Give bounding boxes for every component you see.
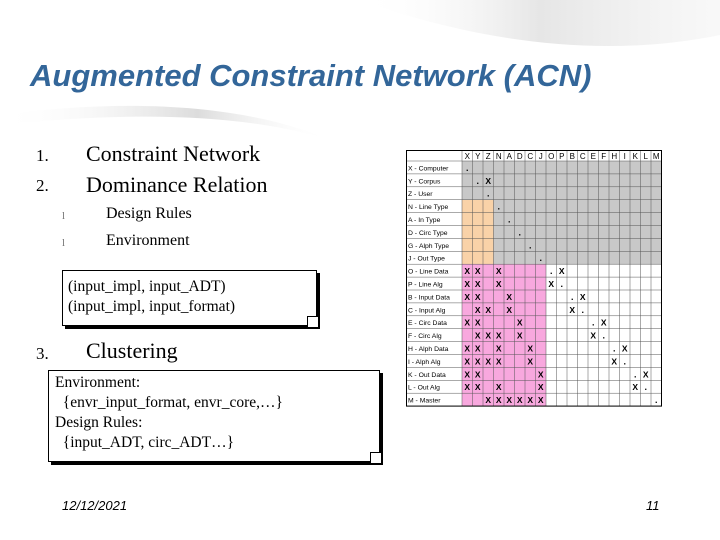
column-header: A xyxy=(506,152,512,161)
column-header: Y xyxy=(475,152,481,161)
page-curl-decoration xyxy=(370,452,381,463)
matrix-cell-mark: X xyxy=(527,356,534,367)
column-header: Z xyxy=(485,152,491,161)
list-number-2: 2. xyxy=(36,176,49,195)
column-header: C xyxy=(527,152,534,161)
matrix-cell-mark: . xyxy=(549,266,553,277)
matrix-cell-mark: X xyxy=(464,369,471,380)
row-label: G - Alph Type xyxy=(408,242,450,250)
matrix-cell-mark: X xyxy=(506,304,513,315)
matrix-cell-mark: . xyxy=(507,214,511,225)
column-header: N xyxy=(495,152,502,161)
matrix-cell-mark: X xyxy=(474,343,481,354)
matrix-cell-mark: X xyxy=(485,356,492,367)
matrix-cell-mark: X xyxy=(579,291,586,302)
matrix-cell-mark: . xyxy=(465,162,469,173)
sub-item-environment: Environment xyxy=(106,232,190,249)
matrix-cell-mark: . xyxy=(518,227,522,238)
matrix-cell-mark: X xyxy=(495,266,502,277)
matrix-cell-mark: . xyxy=(602,330,606,341)
note-line: {envr_input_format, envr_core,…} xyxy=(55,394,283,411)
footer-date: 12/12/2021 xyxy=(62,498,128,513)
matrix-cell-mark: X xyxy=(495,279,502,289)
row-label: F - Circ Alg xyxy=(408,333,442,341)
column-header: X xyxy=(464,152,470,161)
row-label: M - Master xyxy=(408,397,441,405)
row-label: N - Line Type xyxy=(408,204,449,212)
matrix-cell-mark: X xyxy=(590,330,597,341)
matrix-cell-mark: . xyxy=(591,317,595,328)
matrix-cell-mark: X xyxy=(527,343,534,354)
matrix-cell-mark: X xyxy=(506,291,513,302)
matrix-cell-mark: X xyxy=(464,382,471,393)
column-header: D xyxy=(516,152,523,161)
list-item-constraint-network: Constraint Network xyxy=(86,141,261,166)
matrix-cell-mark: . xyxy=(654,395,658,406)
matrix-cell-mark: X xyxy=(569,304,576,315)
matrix-cell-mark: X xyxy=(516,317,523,328)
column-header: H xyxy=(611,152,618,161)
matrix-cell-mark: X xyxy=(464,317,471,328)
matrix-cell-mark: X xyxy=(548,279,555,289)
column-header: F xyxy=(601,152,607,161)
column-header: O xyxy=(548,152,555,161)
sub-item-design-rules: Design Rules xyxy=(106,205,192,222)
matrix-cell-mark: X xyxy=(527,395,534,406)
matrix-cell-mark: . xyxy=(612,343,616,354)
matrix-cell-mark: X xyxy=(495,382,502,393)
row-label: Z - User xyxy=(408,191,433,199)
page-curl-decoration xyxy=(307,316,318,327)
matrix-cell-mark: X xyxy=(474,317,481,328)
note-line: {input_ADT, circ_ADT…} xyxy=(55,434,235,451)
matrix-cell-mark: X xyxy=(558,266,565,277)
row-label: I - Alph Alg xyxy=(408,358,441,366)
matrix-cell-mark: X xyxy=(464,279,471,289)
matrix-cell-mark: X xyxy=(464,291,471,302)
row-label: K - Out Data xyxy=(408,371,446,379)
matrix-cell-mark: . xyxy=(570,291,574,302)
matrix-cell-mark: X xyxy=(464,343,471,354)
note-line: Environment: xyxy=(55,374,141,391)
matrix-cell-mark: . xyxy=(486,188,490,199)
matrix-cell-mark: . xyxy=(633,369,637,380)
list-item-clustering: Clustering xyxy=(86,338,178,363)
matrix-cell-mark: . xyxy=(644,382,648,393)
matrix-cell-mark: . xyxy=(581,304,585,315)
matrix-cell-mark: X xyxy=(474,382,481,393)
matrix-cell-mark: X xyxy=(474,330,481,341)
row-label: J - Out Type xyxy=(408,255,445,263)
matrix-cell-mark: . xyxy=(528,240,532,251)
note-line: (input_impl, input_ADT) xyxy=(68,278,226,295)
matrix-cell-mark: X xyxy=(474,266,481,277)
rules-env-block xyxy=(462,200,494,265)
matrix-cell-mark: X xyxy=(474,291,481,302)
row-label: Y - Corpus xyxy=(408,178,441,186)
column-header: I xyxy=(623,152,626,161)
matrix-cell-mark: X xyxy=(537,395,544,406)
matrix-cell-mark: X xyxy=(474,304,481,315)
matrix-cell-mark: X xyxy=(495,356,502,367)
matrix-cell-mark: X xyxy=(495,343,502,354)
row-label: P - Line Alg xyxy=(408,281,443,289)
list-number-3: 3. xyxy=(36,344,49,363)
matrix-cell-mark: X xyxy=(464,266,471,277)
row-label: C - Input Alg xyxy=(408,307,446,315)
bullet-icon: l xyxy=(62,210,66,222)
column-header: K xyxy=(632,152,638,161)
list-item-dominance-relation: Dominance Relation xyxy=(86,172,268,197)
environment-block xyxy=(462,161,662,200)
matrix-cell-mark: X xyxy=(495,330,502,341)
matrix-cell-mark: X xyxy=(464,356,471,367)
row-label: D - Circ Type xyxy=(408,229,448,237)
matrix-cell-mark: . xyxy=(476,175,480,186)
matrix-cell-mark: X xyxy=(474,356,481,367)
column-header: C xyxy=(579,152,586,161)
column-header: L xyxy=(643,152,648,161)
matrix-cell-mark: X xyxy=(600,317,607,328)
matrix-cell-mark: X xyxy=(485,175,492,186)
matrix-cell-mark: X xyxy=(474,369,481,380)
row-label: H - Alph Data xyxy=(408,346,449,353)
matrix-cell-mark: X xyxy=(516,330,523,341)
note-box-pairs xyxy=(62,270,317,326)
column-header: M xyxy=(652,152,660,161)
matrix-cell-mark: X xyxy=(485,395,492,406)
column-header: B xyxy=(569,152,575,161)
bullet-icon: l xyxy=(62,237,66,249)
note-line: (input_impl, input_format) xyxy=(68,298,236,315)
matrix-cell-mark: X xyxy=(474,279,481,289)
matrix-cell-mark: X xyxy=(485,304,492,315)
matrix-cell-mark: . xyxy=(560,279,564,289)
row-label: O - Line Data xyxy=(408,268,449,276)
matrix-cell-mark: X xyxy=(632,382,639,393)
note-box-clusters xyxy=(48,370,380,462)
row-label: B - Input Data xyxy=(408,294,450,302)
matrix-cell-mark: X xyxy=(537,382,544,393)
matrix-cell-mark: . xyxy=(539,253,543,264)
row-label: E - Circ Data xyxy=(408,320,447,328)
column-header: E xyxy=(590,152,596,161)
matrix-cell-mark: X xyxy=(485,330,492,341)
column-header: J xyxy=(538,152,543,161)
matrix-cell-mark: X xyxy=(537,369,544,380)
row-label: L - Out Alg xyxy=(408,384,440,392)
footer-page-number: 11 xyxy=(646,498,660,513)
matrix-cell-mark: X xyxy=(506,395,513,406)
matrix-cell-mark: . xyxy=(497,201,501,212)
matrix-cell-mark: X xyxy=(495,395,502,406)
page-title: Augmented Constraint Network (ACN) xyxy=(30,58,592,93)
matrix-cell-mark: X xyxy=(516,395,523,406)
list-number-1: 1. xyxy=(36,146,49,165)
row-label: A - In Type xyxy=(408,217,441,224)
row-label: X - Computer xyxy=(408,165,449,173)
matrix-cell-mark: X xyxy=(621,343,628,354)
note-line: Design Rules: xyxy=(55,414,143,431)
column-header: P xyxy=(559,152,565,161)
matrix-cell-mark: X xyxy=(611,356,618,367)
dsm-matrix xyxy=(406,150,668,421)
dsm-matrix-svg xyxy=(406,150,668,416)
matrix-cell-mark: X xyxy=(642,369,649,380)
matrix-cell-mark: . xyxy=(623,356,627,367)
